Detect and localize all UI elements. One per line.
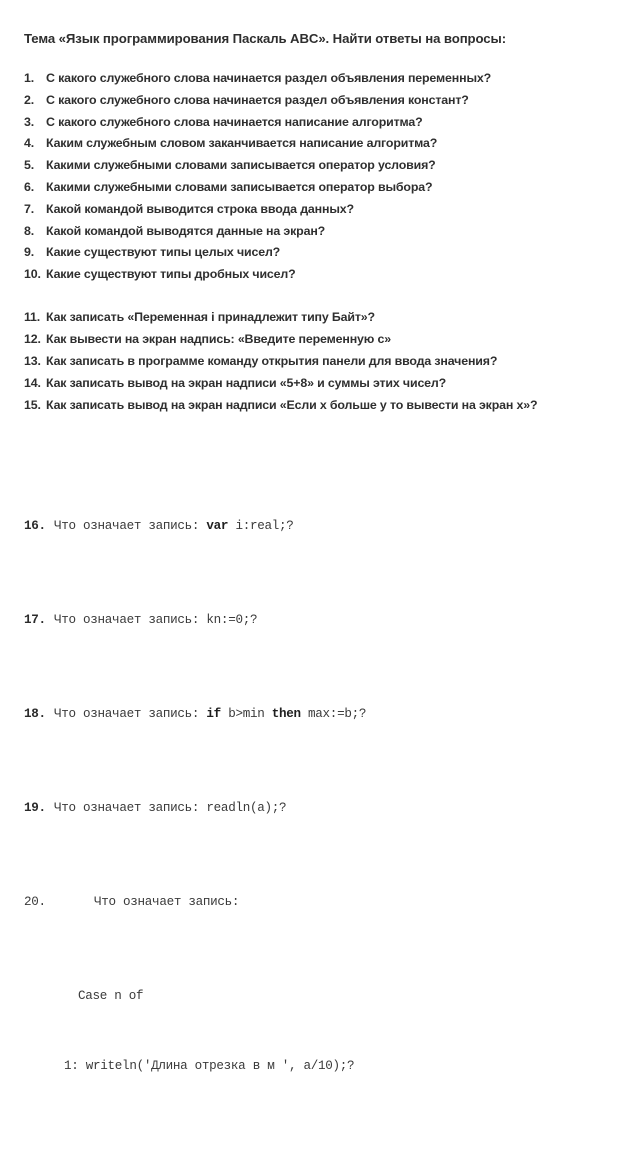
list-item-text: Какими служебными словами записывается оператор условия? xyxy=(46,158,436,173)
list-item xyxy=(24,155,624,177)
list-item xyxy=(24,351,624,373)
list-item-number: 12. xyxy=(24,332,41,347)
list-item xyxy=(24,515,624,539)
list-item-text: Как записать «Переменная i принадлежит типу Байт»? xyxy=(46,310,375,325)
list-item-number: 5. xyxy=(24,158,35,173)
list-item xyxy=(24,609,624,633)
list-item xyxy=(24,177,624,199)
list-item xyxy=(24,112,624,134)
question-prompt: Что означает запись: xyxy=(54,800,207,815)
code-keyword: if xyxy=(206,706,221,721)
question-prompt: Что означает запись: xyxy=(54,518,207,533)
code-keyword: var xyxy=(206,518,229,533)
code-mid: i:real;? xyxy=(228,518,294,533)
list-item-number: 20. xyxy=(24,894,46,909)
list-item-text: С какого служебного слова начинается раздел объявления переменных? xyxy=(46,71,492,85)
list-item xyxy=(24,797,624,821)
list-item xyxy=(24,90,624,112)
list-item xyxy=(24,373,624,395)
list-item-number: 19. xyxy=(24,800,46,815)
list-item-number: 13. xyxy=(24,354,41,369)
list-item xyxy=(24,395,624,417)
list-item-number: 15. xyxy=(24,397,41,412)
list-item-text: Как записать вывод на экран надписи «5+8» и суммы этих чисел? xyxy=(46,375,447,390)
list-item xyxy=(24,329,624,351)
list-item xyxy=(24,264,624,286)
list-item-text: С какого служебного слова начинается раздел объявления констант? xyxy=(46,92,469,107)
list-item-text: С какого служебного слова начинается написание алгоритма? xyxy=(46,114,423,129)
list-item-number: 18. xyxy=(24,706,46,721)
list-item-number: 14. xyxy=(24,375,41,390)
list-item-number: 10. xyxy=(24,267,41,282)
list-item-text: Какие существуют типы дробных чисел? xyxy=(46,267,296,282)
question-prompt: Что означает запись: xyxy=(54,612,207,627)
code-line-case: Case n of xyxy=(78,988,144,1003)
code-keyword-2: then xyxy=(271,706,301,721)
list-item-text xyxy=(54,703,624,727)
list-item-number: 16. xyxy=(24,518,46,533)
list-item-text xyxy=(54,515,624,539)
list-item-number: 9. xyxy=(24,245,35,260)
list-item-text: Как записать вывод на экран надписи «Если x больше y то вывести на экран x»? xyxy=(46,397,538,412)
list-item-text: Как записать в программе команду открытия панели для ввода значения? xyxy=(46,354,498,369)
code-post: max:=b;? xyxy=(300,706,367,721)
list-item-number: 8. xyxy=(24,223,35,238)
list-item-text: Какой командой выводится строка ввода данных? xyxy=(46,201,354,216)
list-item-number: 7. xyxy=(24,201,35,216)
code-pre: readln(a);? xyxy=(206,800,287,815)
list-item-text xyxy=(54,797,624,821)
list-item xyxy=(24,68,624,90)
list-item-text: Какой командой выводятся данные на экран? xyxy=(46,223,326,238)
questions-list-mono xyxy=(24,444,624,1149)
list-item-text: Каким служебным словом заканчивается написание алгоритма? xyxy=(46,136,438,151)
questions-list-sans xyxy=(24,68,624,416)
list-item-text: Что означает запись: xyxy=(94,894,240,909)
list-item-number: 2. xyxy=(24,92,35,107)
list-item-number: 11. xyxy=(24,310,41,325)
code-pre: kn:=0;? xyxy=(206,612,258,627)
list-item-number: 6. xyxy=(24,179,35,194)
code-mid: b>min xyxy=(220,706,272,721)
question-prompt: Что означает запись: xyxy=(54,706,207,721)
list-item xyxy=(24,307,624,329)
list-item xyxy=(24,199,624,221)
list-item-text: Какими служебными словами записывается оператор выбора? xyxy=(46,179,433,194)
list-item xyxy=(24,891,624,915)
list-item-number: 3. xyxy=(24,114,35,129)
page-title: Тема «Язык программирования Паскаль ABC». Найти ответы на вопросы: xyxy=(24,31,506,46)
list-item-number: 4. xyxy=(24,136,35,151)
list-item xyxy=(24,221,624,243)
list-item-number: 1. xyxy=(24,71,35,85)
list-item-text: Как вывести на экран надпись: «Введите переменную с» xyxy=(46,332,391,347)
list-item-number: 17. xyxy=(24,612,46,627)
list-item xyxy=(24,703,624,727)
list-item xyxy=(24,133,624,155)
list-item-text: Какие существуют типы целых чисел? xyxy=(46,245,281,260)
code-line-writeln: 1: writeln('Длина отрезка в м ', a/10);? xyxy=(64,1059,355,1073)
list-item xyxy=(24,242,624,264)
list-item-text xyxy=(54,609,624,633)
